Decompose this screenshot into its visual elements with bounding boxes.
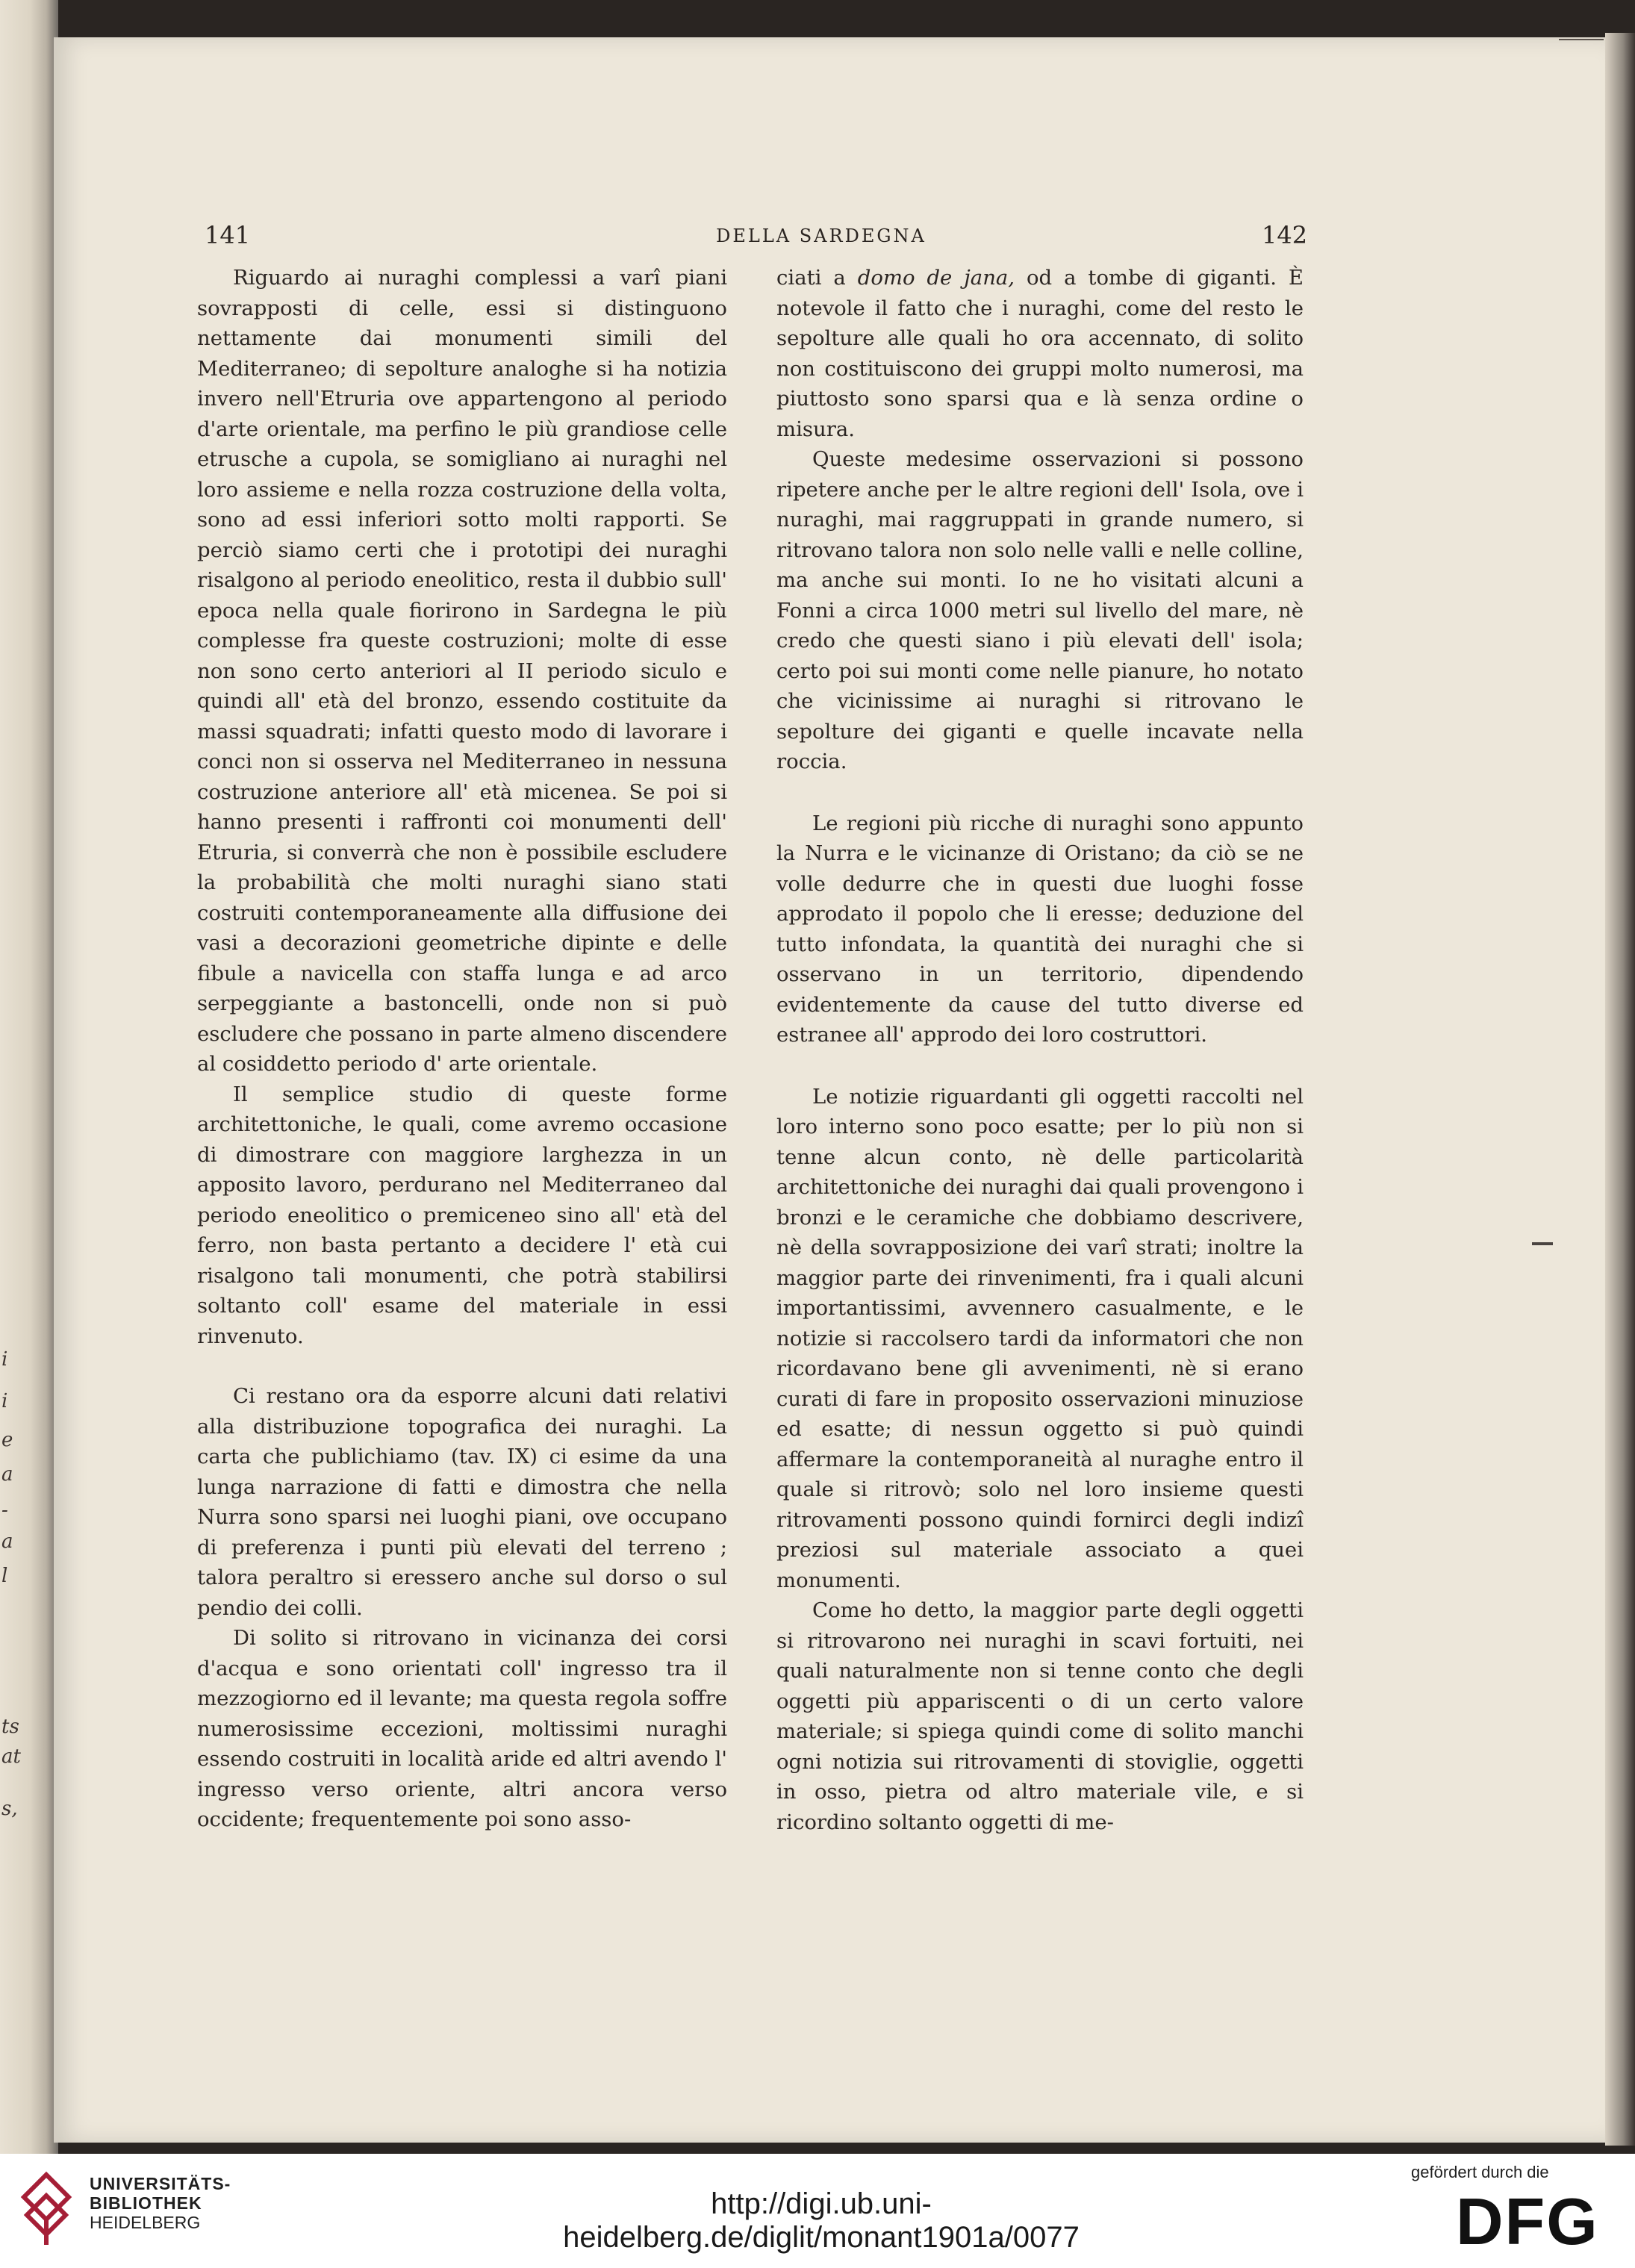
paragraph: Come ho detto, la maggior parte degli oggetti si ritrovarono nei nuraghi in scavi fortuiti, nei quali naturalmente non si tenne conto che degli oggetti più appariscenti o di un certo valore materiale; si spiega quindi come di solito manchi ogni notizia sui ritrovamenti di stoviglie, oggetti in osso, pietra od altro materiale vile, e si ricordino soltanto oggetti di me-	[776, 1598, 1304, 1834]
library-name-line: BIBLIOTHEK	[90, 2193, 202, 2213]
margin-fragment: i	[1, 1390, 8, 1412]
margin-fragment: e	[1, 1429, 13, 1451]
dfg-logo-text: DFG	[1456, 2190, 1599, 2250]
text-run: ciati a	[776, 266, 858, 290]
paragraph: Il semplice studio di queste forme architettoniche, le quali, come avremo occasione di dimostrare con maggiore larghezza in un apposito lavoro, perdurano nel Mediterraneo dal periodo eneolitico o premiceneo sino all' età del ferro, non basta pertanto a decidere l' età cui risalgono tali monumenti, che potrà stabilirsi soltanto coll' esame del materiale in essi rinvenuto.	[197, 1082, 727, 1348]
library-name-line: HEIDELBERG	[90, 2213, 201, 2232]
paragraph: Le regioni più ricche di nuraghi sono appunto la Nurra e le vicinanze di Oristano; da ciò se ne volle dedurre che in questi due luoghi fosse approdato il popolo che li eresse; deduzione del tutto infondata, la quantità dei nuraghi che si osservano in un territorio, dipendendo evidentemente da cause del tutto diverse ed estranee all' approdo dei loro costruttori.	[776, 811, 1304, 1047]
right-page-number: 142	[1262, 221, 1308, 249]
text-run: od a tombe di giganti. È notevole il fatto che i nuraghi, come del resto le sepolture alle quali ho ora accennato, di solito non costituiscono dei gruppi molto numerosi, ma piuttosto sono sparsi qua e là senza ordine o misura.	[776, 266, 1304, 441]
university-library-logo-icon[interactable]	[16, 2167, 79, 2249]
margin-fragment: -	[1, 1499, 8, 1521]
paragraph: Di solito si ritrovano in vicinanza dei corsi d'acqua e sono orientati coll' ingresso tra il mezzogiorno ed il levante; ma questa regola soffre numerosissime eccezioni, moltissimi nuraghi essendo costruiti in località aride ed altri avendo l' ingresso verso oriente, altri ancora verso occidente; frequentemente poi sono asso-	[197, 1626, 727, 1831]
italic-term: domo de jana,	[857, 266, 1015, 290]
margin-dash-mark	[1532, 1242, 1553, 1245]
facing-page-strip	[0, 0, 58, 2154]
funding-caption: gefördert durch die	[1411, 2163, 1549, 2181]
left-page-number: 141	[205, 221, 251, 249]
page-corner-mark	[1559, 39, 1604, 40]
dfg-logo-icon[interactable]	[1456, 2190, 1613, 2250]
running-title: DELLA SARDEGNA	[716, 225, 926, 246]
permalink-url[interactable]: http://digi.ub.uni-heidelberg.de/diglit/monant1901a/0077	[563, 2187, 1080, 2254]
paragraph: Riguardo ai nuraghi complessi a varî piani sovrapposti di celle, essi si distinguono nettamente dai monumenti simili del Mediterraneo; di sepolture analoghe si ha notizia invero nell'Etruria ove appartengono al periodo d'arte orientale, ma perfino le più grandiose celle etrusche a cupola, se somigliano ai nuraghi nel loro assieme e nella rozza costruzione della volta, sono ad essi inferiori sotto molti rapporti. Se perciò siamo certi che i prototipi dei nuraghi risalgono al periodo eneolitico, resta il dubbio sull' epoca nella quale fiorirono in Sardegna le più complesse fra queste costruzioni; molte di esse non sono certo anteriori al II periodo siculo e quindi all' età del bronzo, essendo costituite da massi squadrati; infatti questo modo di lavorare i conci non si osserva nel Mediterraneo in nessuna costruzione anteriore all' età micenea. Se poi si hanno presenti i raffronti coi monumenti dell' Etruria, si converrà che non è possibile escludere la probabilità che molti nuraghi siano stati costruiti contemporaneamente alla diffusione dei vasi a decorazioni geometriche dipinte e delle fibule a navicella con staffa lunga e ad arco serpeggiante a bastoncelli, onde non si può escludere che possano in parte almeno discendere al cosiddetto periodo d' arte orientale.	[197, 266, 727, 1076]
left-text-column	[197, 263, 727, 1835]
page-edge	[1605, 33, 1635, 2146]
margin-fragment: a	[1, 1530, 13, 1553]
margin-fragment: s,	[1, 1798, 18, 1820]
margin-fragment: at	[1, 1745, 21, 1768]
library-name-line: UNIVERSITÄTS-	[90, 2174, 231, 2193]
paragraph: Le notizie riguardanti gli oggetti raccolti nel loro interno sono poco esatte; per lo più non si tenne alcun conto, nè delle particolarità architettoniche dei nuraghi dai quali provengono i bronzi e le ceramiche che dobbiamo descrivere, nè della sovrapposizione dei varî strati; inoltre la maggior parte dei rinvenimenti, fra i quali alcuni importantissimi, avvennero casualmente, e le notizie si raccolsero tardi da informatori che non ricordavano bene gli avvenimenti, nè si erano curati di fare in proposito osservazioni minuziose ed esatte; di nessun oggetto si può quindi affermare la contemporaneità al nuraghe entro il quale si ritrovò; solo nel loro insieme questi ritrovamenti possono quindi fornirci degli indizî preziosi sul materiale associato a quei monumenti.	[776, 1084, 1304, 1592]
paragraph: Queste medesime osservazioni si possono ripetere anche per le altre regioni dell' Isola, ove i nuraghi, mai raggruppati in grande numero, si ritrovano talora non solo nelle valli e nelle colline, ma anche sui monti. Io ne ho visitati alcuni a Fonni a circa 1000 metri sul livello del mare, nè credo che questi siano i più elevati dell' isola; certo poi sui monti come nelle pianure, ho notato che vicinissime ai nuraghi si ritrovano le sepolture dei giganti e quelle incavate nella roccia.	[776, 447, 1304, 773]
margin-fragment: ts	[1, 1716, 19, 1738]
right-text-column	[776, 263, 1304, 1837]
paragraph	[776, 263, 1304, 444]
margin-fragment: l	[1, 1565, 8, 1587]
margin-fragment: i	[1, 1348, 8, 1371]
margin-fragment: a	[1, 1463, 13, 1486]
paragraph: Ci restano ora da esporre alcuni dati relativi alla distribuzione topografica dei nuraghi. La carta che publichiamo (tav. IX) ci esime da una lunga narrazione di fatti e dimostra che nella Nurra sono sparsi nei luoghi piani, ove occupano di preferenza i punti più elevati del terreno ; talora peraltro si eressero anche sul dorso o sul pendio dei colli.	[197, 1384, 727, 1620]
library-name[interactable]	[90, 2174, 231, 2232]
